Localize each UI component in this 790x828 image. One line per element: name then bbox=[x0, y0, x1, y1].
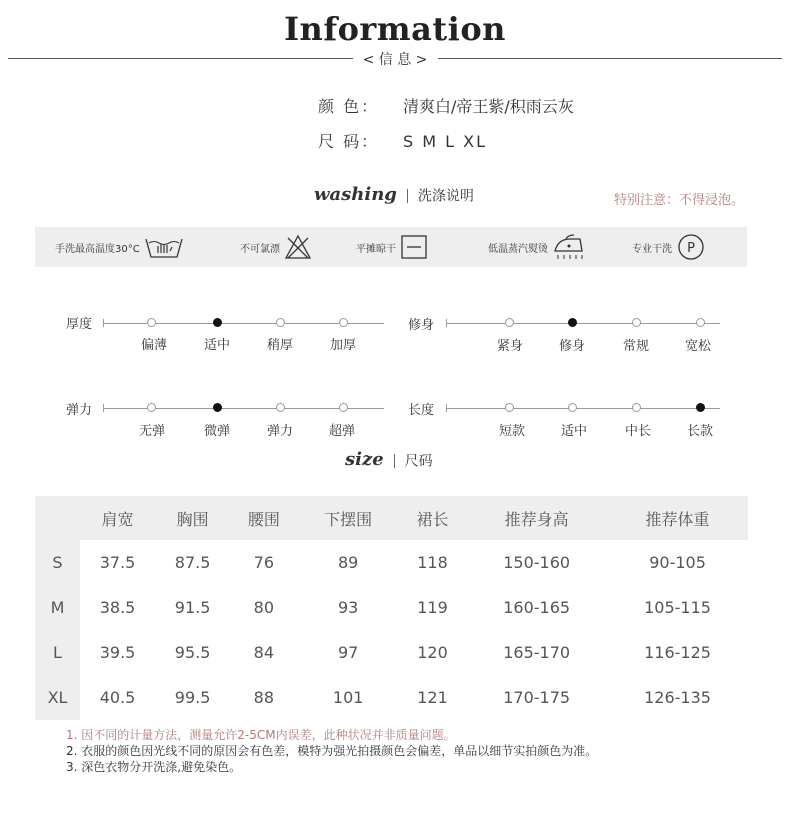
care-label: 专业干洗 bbox=[632, 243, 672, 255]
elasticity-dot-3 bbox=[276, 403, 285, 412]
hand-wash-icon bbox=[144, 233, 184, 261]
care-instructions-bar bbox=[35, 227, 747, 267]
length-dot-4-selected bbox=[696, 403, 705, 412]
thickness-dot-3 bbox=[276, 318, 285, 327]
length-option: 中长 bbox=[624, 424, 652, 439]
notes bbox=[66, 727, 597, 775]
care-label: 手洗最高温度30°C bbox=[55, 243, 140, 255]
table-cell: 84 bbox=[230, 630, 297, 675]
color-row bbox=[318, 94, 574, 117]
table-cell: 150-160 bbox=[466, 540, 607, 585]
column-header: 裙长 bbox=[399, 496, 466, 540]
table-cell: 99.5 bbox=[155, 675, 230, 720]
washing-heading bbox=[314, 184, 474, 206]
care-item-hand-wash bbox=[55, 227, 184, 267]
length-label: 长度 bbox=[408, 403, 435, 418]
fit-dot-2-selected bbox=[568, 318, 577, 327]
fit-option: 紧身 bbox=[496, 339, 524, 354]
table-cell: 80 bbox=[230, 585, 297, 630]
table-cell: 39.5 bbox=[80, 630, 155, 675]
column-header: 下摆围 bbox=[298, 496, 399, 540]
table-row bbox=[35, 585, 748, 630]
washing-warning: 特别注意：不得浸泡。 bbox=[614, 193, 745, 208]
note-3: 3. 深色衣物分开洗涤,避免染色。 bbox=[66, 760, 242, 774]
length-option: 适中 bbox=[560, 424, 588, 439]
fit-dot-3 bbox=[632, 318, 641, 327]
table-cell: 91.5 bbox=[155, 585, 230, 630]
dry-clean-icon bbox=[676, 233, 706, 261]
fit-label: 修身 bbox=[408, 318, 435, 333]
size-label: 尺 码： bbox=[318, 132, 380, 151]
table-row bbox=[35, 630, 748, 675]
column-header: 推荐身高 bbox=[466, 496, 607, 540]
length-scale bbox=[446, 408, 720, 409]
thickness-option: 偏薄 bbox=[140, 338, 168, 353]
note-2: 2. 衣服的颜色因光线不同的原因会有色差，模特为强光拍摄颜色会偏差，单品以细节实拍颜色为准。 bbox=[66, 744, 598, 758]
elasticity-dot-2-selected bbox=[213, 403, 222, 412]
table-cell: 97 bbox=[298, 630, 399, 675]
table-corner bbox=[35, 496, 80, 540]
elasticity-option: 无弹 bbox=[138, 424, 166, 439]
table-cell: 101 bbox=[298, 675, 399, 720]
table-cell: 40.5 bbox=[80, 675, 155, 720]
table-cell: 95.5 bbox=[155, 630, 230, 675]
no-bleach-icon bbox=[284, 234, 312, 260]
table-cell: 105-115 bbox=[607, 585, 748, 630]
fit-option: 常规 bbox=[622, 339, 650, 354]
table-cell: 88 bbox=[230, 675, 297, 720]
row-size: XL bbox=[35, 675, 80, 720]
table-row bbox=[35, 675, 748, 720]
table-cell: 126-135 bbox=[607, 675, 748, 720]
color-value: 清爽白/帝王紫/积雨云灰 bbox=[403, 97, 574, 116]
page-subtitle: < 信 息 > bbox=[362, 52, 428, 68]
thickness-dot-1 bbox=[147, 318, 156, 327]
elasticity-option: 超弹 bbox=[328, 424, 356, 439]
fit-option: 宽松 bbox=[684, 339, 712, 354]
table-cell: 38.5 bbox=[80, 585, 155, 630]
elasticity-option: 弹力 bbox=[266, 424, 294, 439]
size-heading bbox=[345, 449, 433, 471]
row-size: S bbox=[35, 540, 80, 585]
heading-separator bbox=[407, 189, 408, 203]
elasticity-dot-4 bbox=[339, 403, 348, 412]
size-script: size bbox=[345, 449, 384, 470]
thickness-option: 加厚 bbox=[329, 338, 357, 353]
thickness-dot-2-selected bbox=[213, 318, 222, 327]
length-option: 长款 bbox=[686, 424, 714, 439]
color-label: 颜 色： bbox=[318, 97, 380, 116]
column-header: 推荐体重 bbox=[607, 496, 748, 540]
table-cell: 118 bbox=[399, 540, 466, 585]
page-title: Information bbox=[284, 10, 506, 48]
thickness-label: 厚度 bbox=[66, 317, 93, 332]
table-cell: 121 bbox=[399, 675, 466, 720]
thickness-dot-4 bbox=[339, 318, 348, 327]
table-cell: 120 bbox=[399, 630, 466, 675]
thickness-option: 稍厚 bbox=[266, 338, 294, 353]
elasticity-dot-1 bbox=[147, 403, 156, 412]
heading-separator bbox=[394, 454, 395, 468]
svg-text:P: P bbox=[687, 241, 695, 256]
dry-flat-icon bbox=[400, 234, 428, 260]
column-header: 肩宽 bbox=[80, 496, 155, 540]
size-row bbox=[318, 129, 487, 152]
table-cell: 90-105 bbox=[607, 540, 748, 585]
size-value: S M L XL bbox=[403, 132, 488, 151]
column-header: 胸围 bbox=[155, 496, 230, 540]
note-1: 1. 因不同的计量方法，测量允许2-5CM内误差，此种状况并非质量问题。 bbox=[66, 728, 456, 742]
length-dot-1 bbox=[505, 403, 514, 412]
thickness-option: 适中 bbox=[203, 338, 231, 353]
row-size: M bbox=[35, 585, 80, 630]
size-table bbox=[35, 496, 748, 720]
table-cell: 87.5 bbox=[155, 540, 230, 585]
size-title: 尺码 bbox=[404, 453, 433, 470]
care-item-dry-flat bbox=[356, 227, 428, 267]
table-cell: 37.5 bbox=[80, 540, 155, 585]
table-cell: 170-175 bbox=[466, 675, 607, 720]
fit-dot-4 bbox=[696, 318, 705, 327]
table-cell: 119 bbox=[399, 585, 466, 630]
row-size: L bbox=[35, 630, 80, 675]
length-dot-2 bbox=[568, 403, 577, 412]
table-row bbox=[35, 540, 748, 585]
table-cell: 160-165 bbox=[466, 585, 607, 630]
table-cell: 165-170 bbox=[466, 630, 607, 675]
length-dot-3 bbox=[632, 403, 641, 412]
table-cell: 93 bbox=[298, 585, 399, 630]
care-item-dry-clean bbox=[632, 227, 706, 267]
care-item-no-bleach bbox=[240, 227, 312, 267]
fit-option: 修身 bbox=[558, 339, 586, 354]
table-cell: 116-125 bbox=[607, 630, 748, 675]
length-option: 短款 bbox=[498, 424, 526, 439]
care-item-iron bbox=[488, 227, 586, 267]
care-label: 平摊晾干 bbox=[356, 243, 396, 255]
elasticity-option: 微弹 bbox=[203, 424, 231, 439]
iron-low-icon bbox=[552, 233, 586, 261]
table-cell: 76 bbox=[230, 540, 297, 585]
washing-script: washing bbox=[314, 184, 397, 205]
column-header: 腰围 bbox=[230, 496, 297, 540]
table-cell: 89 bbox=[298, 540, 399, 585]
fit-scale bbox=[446, 323, 720, 324]
fit-dot-1 bbox=[505, 318, 514, 327]
care-label: 低温蒸汽熨烫 bbox=[488, 243, 548, 255]
washing-title: 洗涤说明 bbox=[417, 188, 474, 205]
table-header-row bbox=[35, 496, 748, 540]
elasticity-label: 弹力 bbox=[66, 403, 93, 418]
care-label: 不可氯漂 bbox=[240, 243, 280, 255]
